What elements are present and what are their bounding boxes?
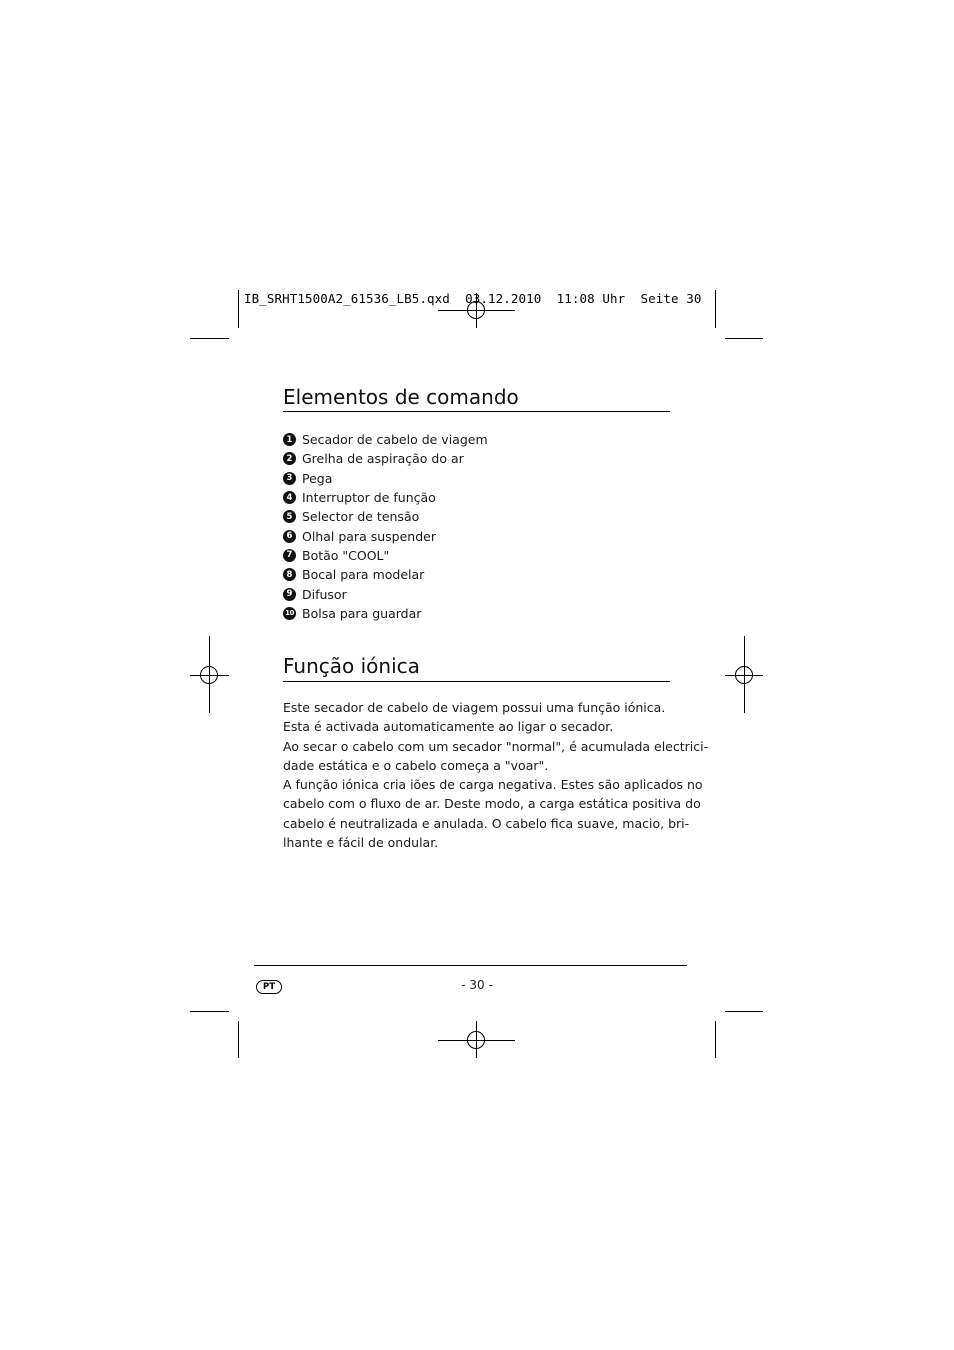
number-badge: 8	[283, 568, 296, 581]
crop-mark	[190, 338, 229, 339]
list-item-label: Olhal para suspender	[302, 528, 436, 544]
list-item-label: Difusor	[302, 586, 347, 602]
paragraph-line: Ao secar o cabelo com um secador "normal", é acumulada electrici-	[283, 738, 709, 754]
list-item-label: Pega	[302, 470, 333, 486]
number-badge: 6	[283, 530, 296, 543]
crop-mark	[238, 290, 239, 328]
list-item	[283, 488, 488, 507]
page-number: - 30 -	[461, 978, 493, 992]
controls-list	[283, 430, 488, 623]
list-item-label: Secador de cabelo de viagem	[302, 432, 488, 448]
crop-mark	[190, 1011, 229, 1012]
number-badge: 4	[283, 491, 296, 504]
number-badge: 3	[283, 472, 296, 485]
number-badge: 7	[283, 549, 296, 562]
print-slug: IB_SRHT1500A2_61536_LB5.qxd 03.12.2010 11:08 Uhr Seite 30	[244, 291, 702, 306]
paragraph-line: cabelo com o fluxo de ar. Deste modo, a carga estática positiva do	[283, 796, 701, 812]
ionic-paragraph	[283, 698, 709, 852]
list-item	[283, 604, 488, 623]
number-badge: 1	[283, 433, 296, 446]
list-item	[283, 507, 488, 526]
list-item-label: Bocal para modelar	[302, 567, 425, 583]
list-item-label: Botão "COOL"	[302, 547, 390, 563]
list-item	[283, 565, 488, 584]
footer-rule	[254, 965, 687, 966]
list-item-label: Bolsa para guardar	[302, 605, 422, 621]
section-title-controls: Elementos de comando	[283, 385, 519, 409]
paragraph-line: dade estática e o cabelo começa a "voar".	[283, 757, 549, 773]
crop-mark	[238, 1021, 239, 1058]
list-item	[283, 430, 488, 449]
paragraph-line: cabelo é neutralizada e anulada. O cabelo fica suave, macio, bri-	[283, 815, 690, 831]
list-item	[283, 546, 488, 565]
list-item	[283, 449, 488, 468]
language-badge: PT	[256, 980, 282, 994]
number-badge: 2	[283, 452, 296, 465]
list-item-label: Grelha de aspiração do ar	[302, 451, 464, 467]
crop-mark	[725, 338, 763, 339]
crop-mark	[725, 1011, 763, 1012]
paragraph-line: Este secador de cabelo de viagem possui uma função iónica.	[283, 700, 666, 715]
section-rule	[283, 681, 670, 682]
list-item	[283, 469, 488, 488]
paragraph-line: lhante e fácil de ondular.	[283, 835, 439, 851]
crop-mark	[715, 290, 716, 328]
list-item	[283, 584, 488, 603]
number-badge: 10	[283, 607, 296, 620]
section-title-ionic: Função iónica	[283, 654, 420, 678]
paragraph-line: A função iónica cria iões de carga negativa. Estes são aplicados no	[283, 777, 703, 793]
number-badge: 9	[283, 588, 296, 601]
list-item	[283, 526, 488, 545]
crop-mark	[715, 1021, 716, 1058]
number-badge: 5	[283, 510, 296, 523]
list-item-label: Selector de tensão	[302, 509, 420, 525]
section-rule	[283, 411, 670, 412]
paragraph-line: Esta é activada automaticamente ao ligar o secador.	[283, 719, 614, 735]
list-item-label: Interruptor de função	[302, 490, 436, 506]
